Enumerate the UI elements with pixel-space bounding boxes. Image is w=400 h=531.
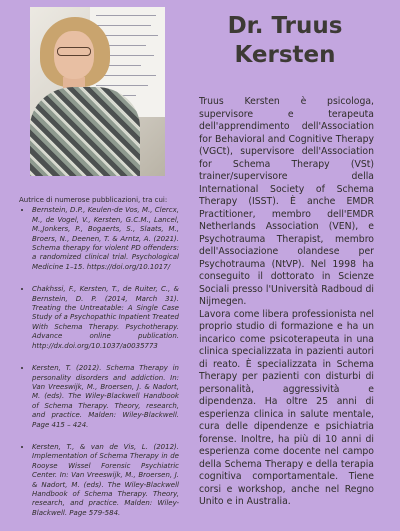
bio-paragraph-1: Truus Kersten è psicologa, supervisore e terapeuta dell'apprendimento dell'Association for Behavioral and Cognitive Therapy (VGCt), supervisore dell'Association for Schema Therapy (VSt) trainer/supervisore della International Society of Schema Therapy (ISST). È anche EMDR Practitioner, membro dell'EMDR Netherlands Association (VEN), e Psychotrauma Therapist, membro dell'Associazione olandese per Psychotrauma (NtVP). Nel 1998 ha conseguito il dottorato in Scienze Sociali presso l'Università Radboud di Nijmegen.	[199, 96, 374, 307]
profile-photo	[30, 7, 165, 176]
name-line-1: Dr. Truus	[227, 13, 343, 39]
biography	[199, 96, 374, 509]
publication-item: • Chakhssi, F., Kersten, T., de Ruiter, C., & Bernstein, D. P. (2014, March 31). Treating the Untreatable: A Single Case Study of a Psychopathic Inpatient Treated With Schema Therapy. Psychotherapy. Advance online publication. http://dx.doi.org/10.1037/a0035773	[32, 285, 179, 351]
glasses-shape	[57, 47, 91, 56]
bio-paragraph-2: Lavora come libera professionista nel proprio studio di formazione e ha un incarico come psicoterapeuta in una clinica specializzata in pazienti autori di reato. È specializzata in Schema Therapy per pazienti con disturbi di personalità, aggressività e dipendenza. Ha oltre 25 anni di esperienza clinica in salute mentale, cura delle dipendenze e psichiatria forense. Inoltre, ha più di 10 anni di esperienza come docente nel campo della Schema Therapy e della terapia cognitiva comportamentale. Tiene corsi e workshop, anche nel Regno Unito e in Australia.	[199, 308, 374, 507]
publication-item: • Bernstein, D.P., Keulen-de Vos, M., Clercx, M., de Vogel, V., Kersten, G.C.M., Lancel, M.,Jonkers, P., Bogaerts, S., Slaats, M., Broers, N., Deenen, T. & Arntz, A. (2021). Schema therapy for violent PD offenders: a randomized clinical trial. Psychological Medicine 1–15. https://doi.org/10.1017/	[32, 206, 179, 272]
publication-item: • Kersten, T. (2012). Schema Therapy in personality disorders and addiction. In: Van Vreeswijk, M., Broersen, J. & Nadort, M. (eds). The Wiley-Blackwell Handbook of Schema Therapy. Theory, research, and practice. Malden: Wiley-Blackwell. Page 415 – 424.	[32, 364, 179, 430]
publications-intro: Autrice di numerose pubblicazioni, tra cui:	[19, 196, 168, 204]
jacket-shape	[30, 87, 140, 176]
publications-list	[19, 206, 179, 518]
profile-name	[170, 12, 400, 70]
name-line-2: Kersten	[234, 42, 336, 68]
publications-section	[19, 196, 179, 531]
publication-item: • Kersten, T., & van de Vis, L. (2012). Implementation of Schema Therapy in de Rooyse Wissel Forensic Psychiatric Center. In: Van Vreeswijk, M., Broersen, J. & Nadort, M. (eds). The Wiley-Blackwell Handbook of Schema Therapy. Theory, research, and practice. Malden: Wiley-Blackwell. Page 579-584.	[32, 443, 179, 518]
